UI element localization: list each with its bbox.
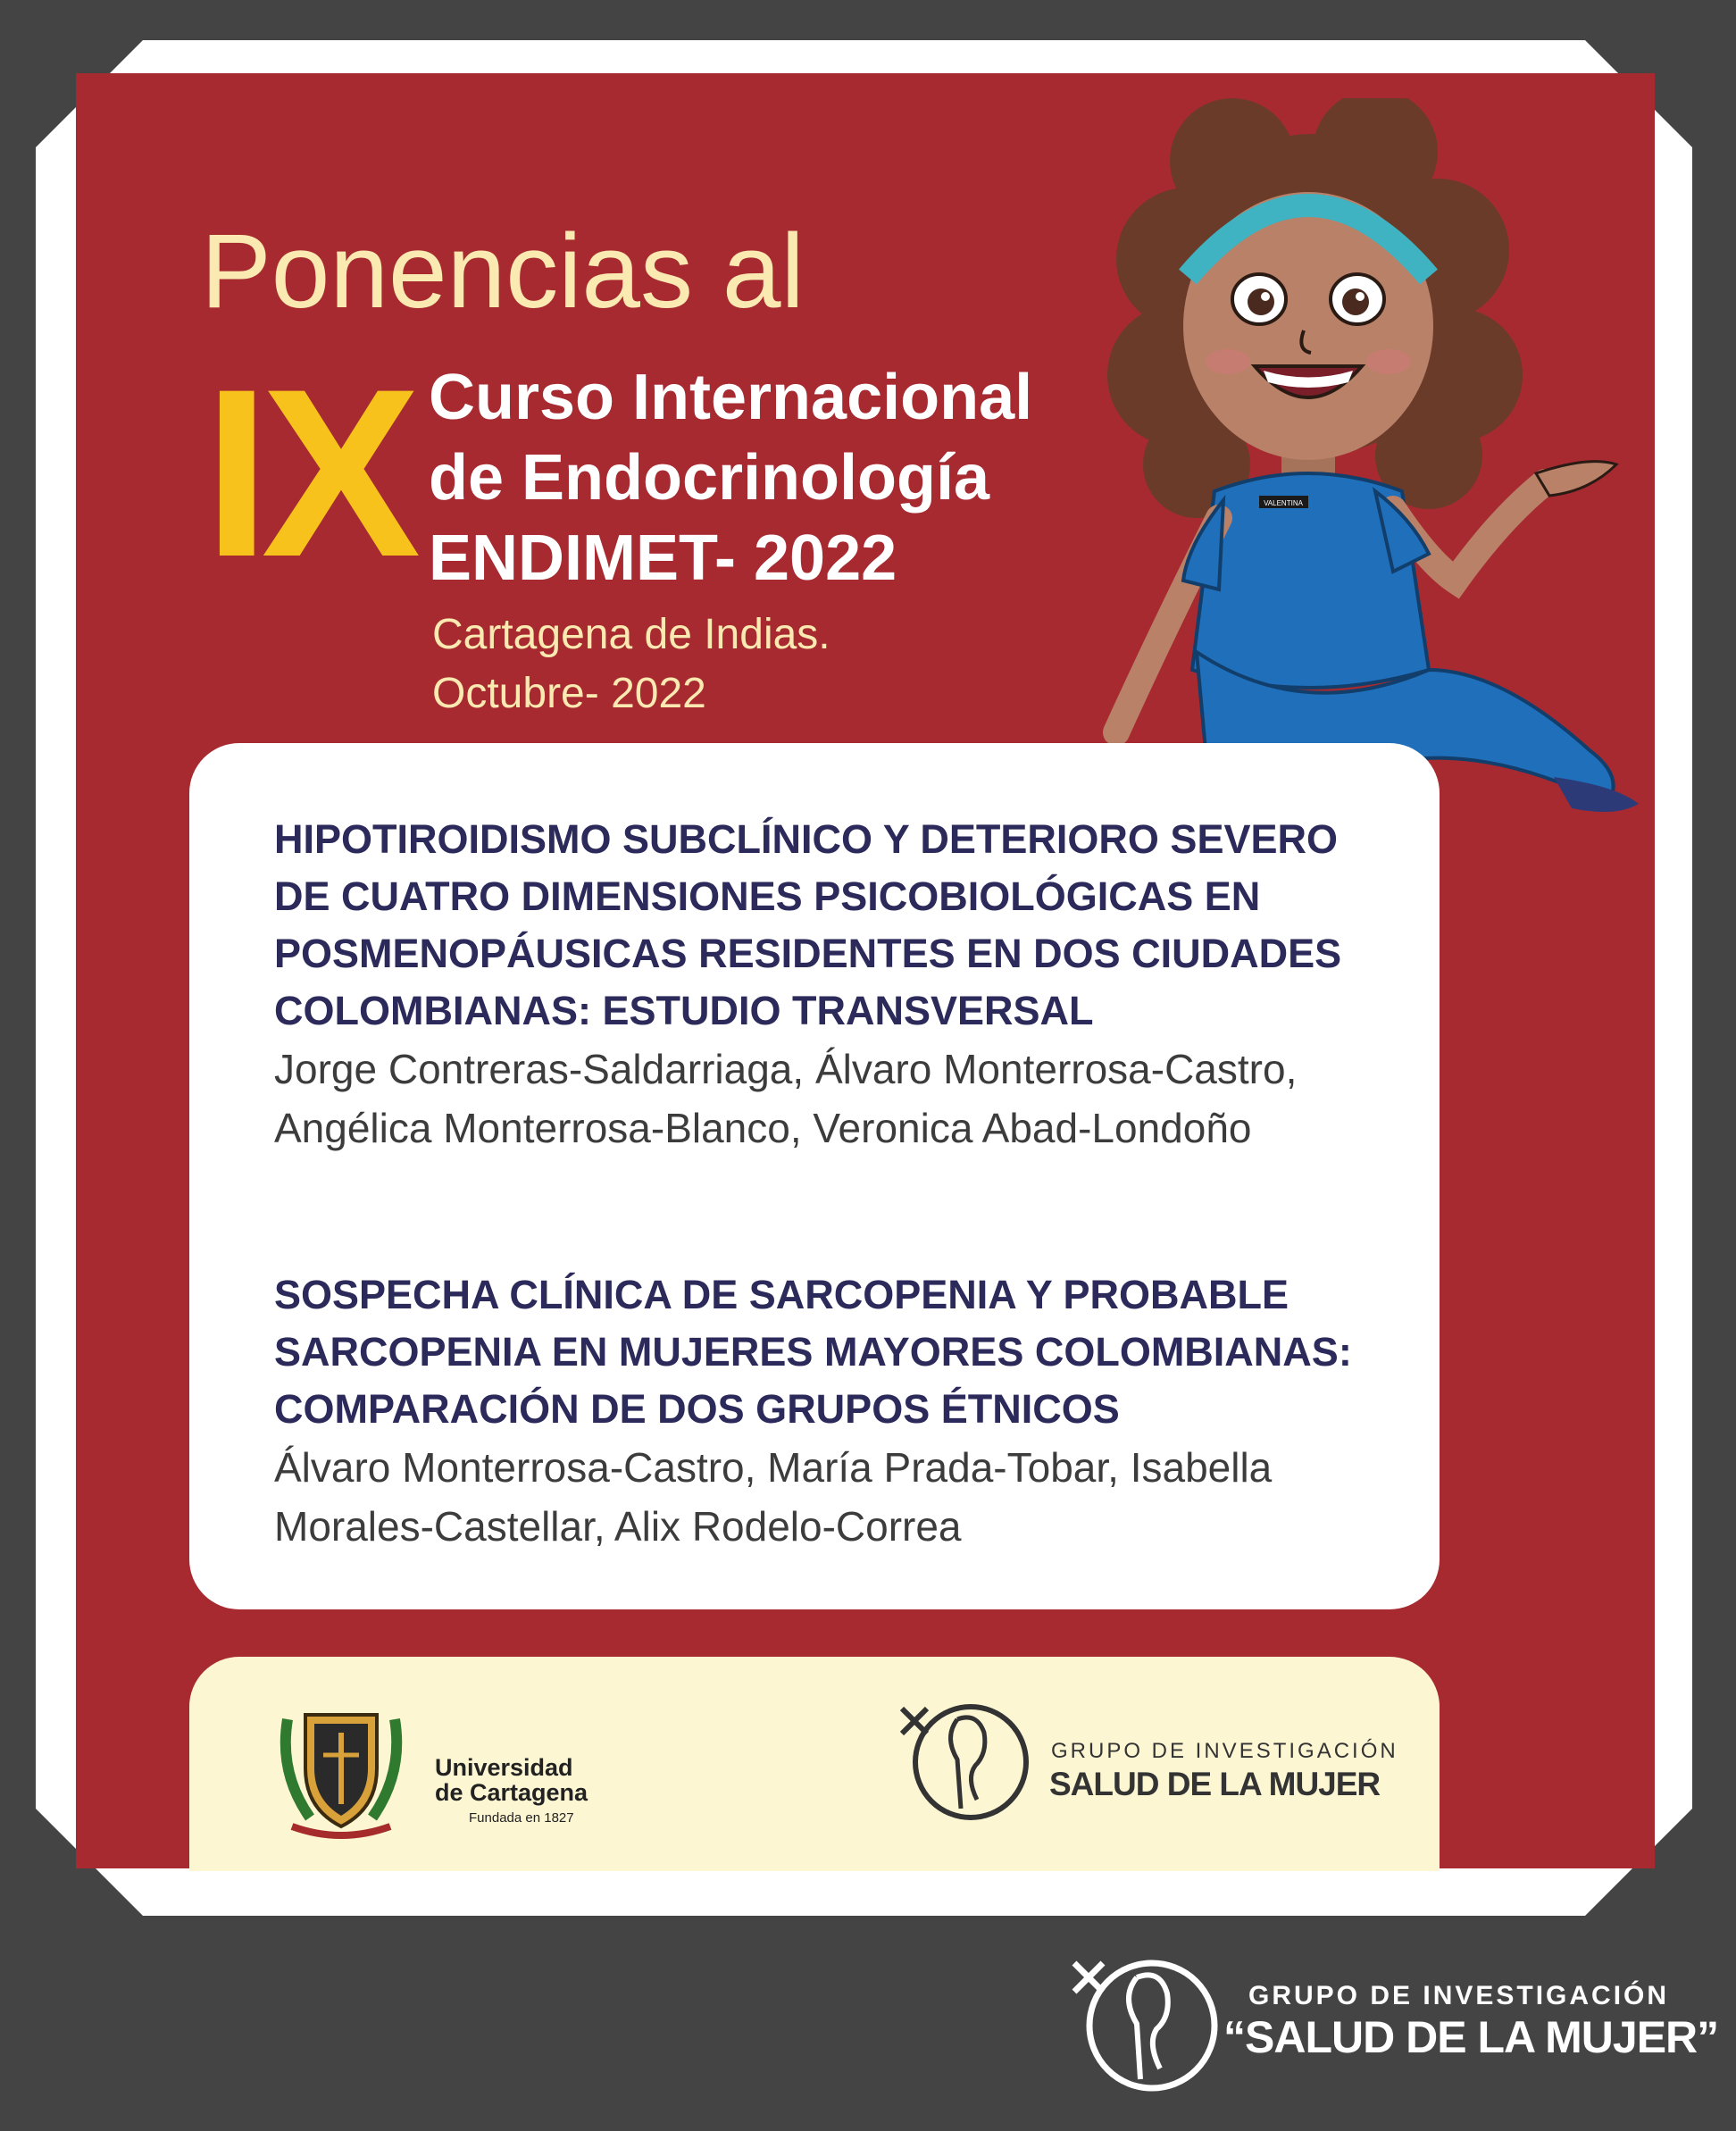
paper-authors-line: Angélica Monterrosa-Blanco, Veronica Abad-Londoño: [274, 1105, 1252, 1151]
papers-card: [189, 743, 1440, 1609]
date-line: Octubre- 2022: [432, 670, 706, 717]
roman-numeral: IX: [204, 338, 413, 606]
university-name-line: de Cartagena: [435, 1779, 588, 1806]
footer-salud-mujer-logo: [1067, 1947, 1219, 2103]
paper-title-line: SOSPECHA CLÍNICA DE SARCOPENIA Y PROBABLE: [274, 1272, 1289, 1317]
university-founded: Fundada en 1827: [469, 1810, 574, 1826]
paper-1: [274, 811, 1373, 1157]
group-name: SALUD DE LA MUJER: [1049, 1766, 1381, 1802]
paper-authors-line: Álvaro Monterrosa-Castro, María Prada-Tobar, Isabella: [274, 1444, 1273, 1491]
badge-text: VALENTINA: [1264, 499, 1303, 507]
salud-mujer-logo: [895, 1692, 1029, 1831]
paper-title-line: HIPOTIROIDISMO SUBCLÍNICO Y DETERIORO SEVERO: [274, 816, 1338, 862]
course-line: ENDIMET- 2022: [429, 522, 897, 594]
group-label: GRUPO DE INVESTIGACIÓN: [1051, 1739, 1398, 1763]
footer-woman-profile-icon: [1067, 1947, 1219, 2099]
logo-band: [189, 1657, 1440, 1871]
course-line: Curso Internacional: [429, 362, 1033, 433]
header-title: Ponencias al: [201, 213, 805, 330]
course-line: de Endocrinología: [429, 442, 990, 514]
woman-profile-icon: [895, 1692, 1029, 1826]
paper-authors-line: Morales-Castellar, Alix Rodelo-Correa: [274, 1503, 962, 1550]
paper-authors-line: Jorge Contreras-Saldarriaga, Álvaro Monterrosa-Castro,: [274, 1046, 1298, 1092]
paper-title-line: SARCOPENIA EN MUJERES MAYORES COLOMBIANAS:: [274, 1329, 1352, 1375]
paper-title-line: POSMENOPÁUSICAS RESIDENTES EN DOS CIUDADES: [274, 931, 1342, 976]
crest-icon: [274, 1692, 408, 1844]
paper-title-line: COLOMBIANAS: ESTUDIO TRANSVERSAL: [274, 988, 1094, 1033]
paper-title-line: DE CUATRO DIMENSIONES PSICOBIOLÓGICAS EN: [274, 873, 1261, 919]
course-title: [429, 357, 1072, 598]
place-line: Cartagena de Indias.: [432, 611, 830, 658]
paper-title-line: COMPARACIÓN DE DOS GRUPOS ÉTNICOS: [274, 1386, 1120, 1432]
paper-2: [274, 1266, 1373, 1556]
university-name: [435, 1755, 588, 1805]
event-place-date: [432, 606, 830, 723]
university-name-line: Universidad: [435, 1754, 573, 1781]
footer-group-name: “SALUD DE LA MUJER”: [1223, 2012, 1719, 2062]
university-crest-logo: [274, 1692, 408, 1849]
footer-group-label: GRUPO DE INVESTIGACIÓN: [1248, 1981, 1670, 2010]
